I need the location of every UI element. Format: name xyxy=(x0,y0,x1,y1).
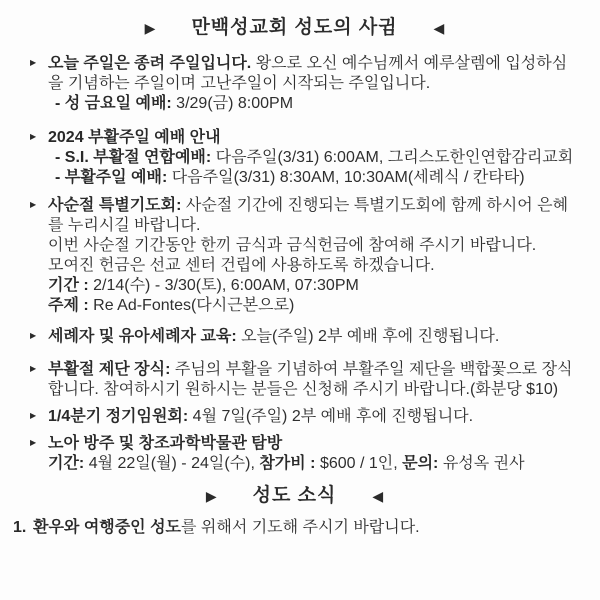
text-run-bold: 1/4분기 정기임원회: xyxy=(48,408,189,425)
announcement-line xyxy=(48,148,576,168)
news-item-prayer xyxy=(13,518,576,538)
text-run-bold: 기간 : xyxy=(48,277,89,294)
right-triangle-icon: ▶ xyxy=(144,20,156,36)
text-run-bold: 환우와 여행중인 성도 xyxy=(33,519,181,536)
news-section-header xyxy=(13,486,576,506)
announcement-item-lent-prayer xyxy=(13,196,576,316)
announcement-line xyxy=(48,276,576,296)
announcement-line xyxy=(48,454,576,474)
news-section-title: 성도 소식 xyxy=(252,485,337,506)
announcement-line xyxy=(48,360,576,400)
announcement-line xyxy=(48,236,576,256)
announcement-line xyxy=(48,407,576,427)
fellowship-section-header xyxy=(13,18,576,38)
bullet-triangle-icon: ▶ xyxy=(30,364,37,373)
announcement-body xyxy=(48,196,576,316)
announcement-line xyxy=(48,168,576,188)
announcement-line xyxy=(48,128,576,148)
announcement-item-ark-museum-trip xyxy=(13,434,576,474)
text-run-bold: 사순절 특별기도회: xyxy=(48,197,182,214)
announcement-body xyxy=(48,54,576,114)
fellowship-section-title: 만백성교회 성도의 사귐 xyxy=(191,17,398,38)
bullet-triangle-icon: ▶ xyxy=(30,331,37,340)
bullet-triangle-icon: ▶ xyxy=(30,132,37,141)
text-run-bold: - S.I. 부활절 연합예배: xyxy=(55,149,212,166)
announcement-item-quarterly-meeting xyxy=(13,407,576,427)
text-run-regular: 다음주일(3/31) 6:00AM, 그리스도한인연합감리교회 xyxy=(211,149,574,166)
text-run-regular: 왕으로 오신 예수님께서 예루살렘에 입성하심을 기념하는 주일이며 고난주일이 시작되는 주일입니다. xyxy=(48,55,568,92)
text-run-bold: 세례자 및 유아세례자 교육: xyxy=(48,328,237,345)
announcement-body xyxy=(48,360,576,400)
text-run-regular: 사순절 기간에 진행되는 특별기도회에 함께 하시어 은혜를 누리시길 바랍니다. xyxy=(48,197,569,234)
announcement-line xyxy=(48,327,576,347)
text-run-bold: - 성 금요일 예배: xyxy=(55,95,172,112)
text-run-regular: 4월 7일(주일) 2부 예배 후에 진행됩니다. xyxy=(188,408,474,425)
left-triangle-icon: ◀ xyxy=(433,20,445,36)
news-item-number: 1. xyxy=(13,519,27,536)
left-triangle-icon: ◀ xyxy=(372,488,384,504)
text-run-regular: 다음주일(3/31) 8:30AM, 10:30AM(세례식 / 칸타타) xyxy=(167,169,525,186)
text-run-regular: $600 / 1인, xyxy=(315,455,403,472)
announcement-item-easter-altar xyxy=(13,360,576,400)
text-run-bold: 주제 : xyxy=(48,297,89,314)
announcement-item-baptism-education xyxy=(13,327,576,347)
text-run-bold: 문의: xyxy=(402,455,439,472)
bullet-triangle-icon: ▶ xyxy=(30,438,37,447)
text-run-regular: 오늘(주일) 2부 예배 후에 진행됩니다. xyxy=(236,328,500,345)
announcement-body xyxy=(48,407,576,427)
text-run-bold: 2024 부활주일 예배 안내 xyxy=(48,129,221,146)
announcement-line xyxy=(48,196,576,236)
text-run-regular: 모여진 헌금은 선교 센터 건립에 사용하도록 하겠습니다. xyxy=(48,257,435,274)
text-run-regular: 주님의 부활을 기념하여 부활주일 제단을 백합꽃으로 장식합니다. 참여하시기 원하시는 분들은 신청해 주시기 바랍니다.(화분당 $10) xyxy=(48,361,573,398)
text-run-bold: 부활절 제단 장식: xyxy=(48,361,171,378)
text-run-bold: 기간: xyxy=(48,455,85,472)
bullet-triangle-icon: ▶ xyxy=(30,411,37,420)
announcement-body xyxy=(48,434,576,474)
announcement-line xyxy=(48,434,576,454)
text-run-bold: 오늘 주일은 종려 주일입니다. xyxy=(48,55,252,72)
announcement-line xyxy=(48,296,576,316)
announcement-item-easter-services xyxy=(13,128,576,188)
bullet-triangle-icon: ▶ xyxy=(30,58,37,67)
text-run-regular: Re Ad-Fontes(다시근본으로) xyxy=(88,297,295,314)
text-run-regular: 유성옥 권사 xyxy=(438,455,525,472)
text-run-regular: 이번 사순절 기간동안 한끼 금식과 금식헌금에 참여해 주시기 바랍니다. xyxy=(48,237,537,254)
text-run-regular: 2/14(수) - 3/30(토), 6:00AM, 07:30PM xyxy=(88,277,359,294)
text-run-regular: 3/29(금) 8:00PM xyxy=(171,95,294,112)
text-run-bold: 참가비 : xyxy=(259,455,316,472)
right-triangle-icon: ▶ xyxy=(205,488,217,504)
news-line xyxy=(33,518,420,538)
text-run-regular: 4월 22일(월) - 24일(수), xyxy=(84,455,260,472)
announcement-line xyxy=(48,94,576,114)
announcement-line xyxy=(48,54,576,94)
announcement-body xyxy=(48,128,576,188)
text-run-regular: 를 위해서 기도해 주시기 바랍니다. xyxy=(181,519,420,536)
text-run-bold: - 부활주일 예배: xyxy=(55,169,168,186)
bullet-triangle-icon: ▶ xyxy=(30,200,37,209)
announcement-item-palm-sunday xyxy=(13,54,576,114)
announcement-line xyxy=(48,256,576,276)
announcement-body xyxy=(48,327,576,347)
text-run-bold: 노아 방주 및 창조과학박물관 탐방 xyxy=(48,435,283,452)
